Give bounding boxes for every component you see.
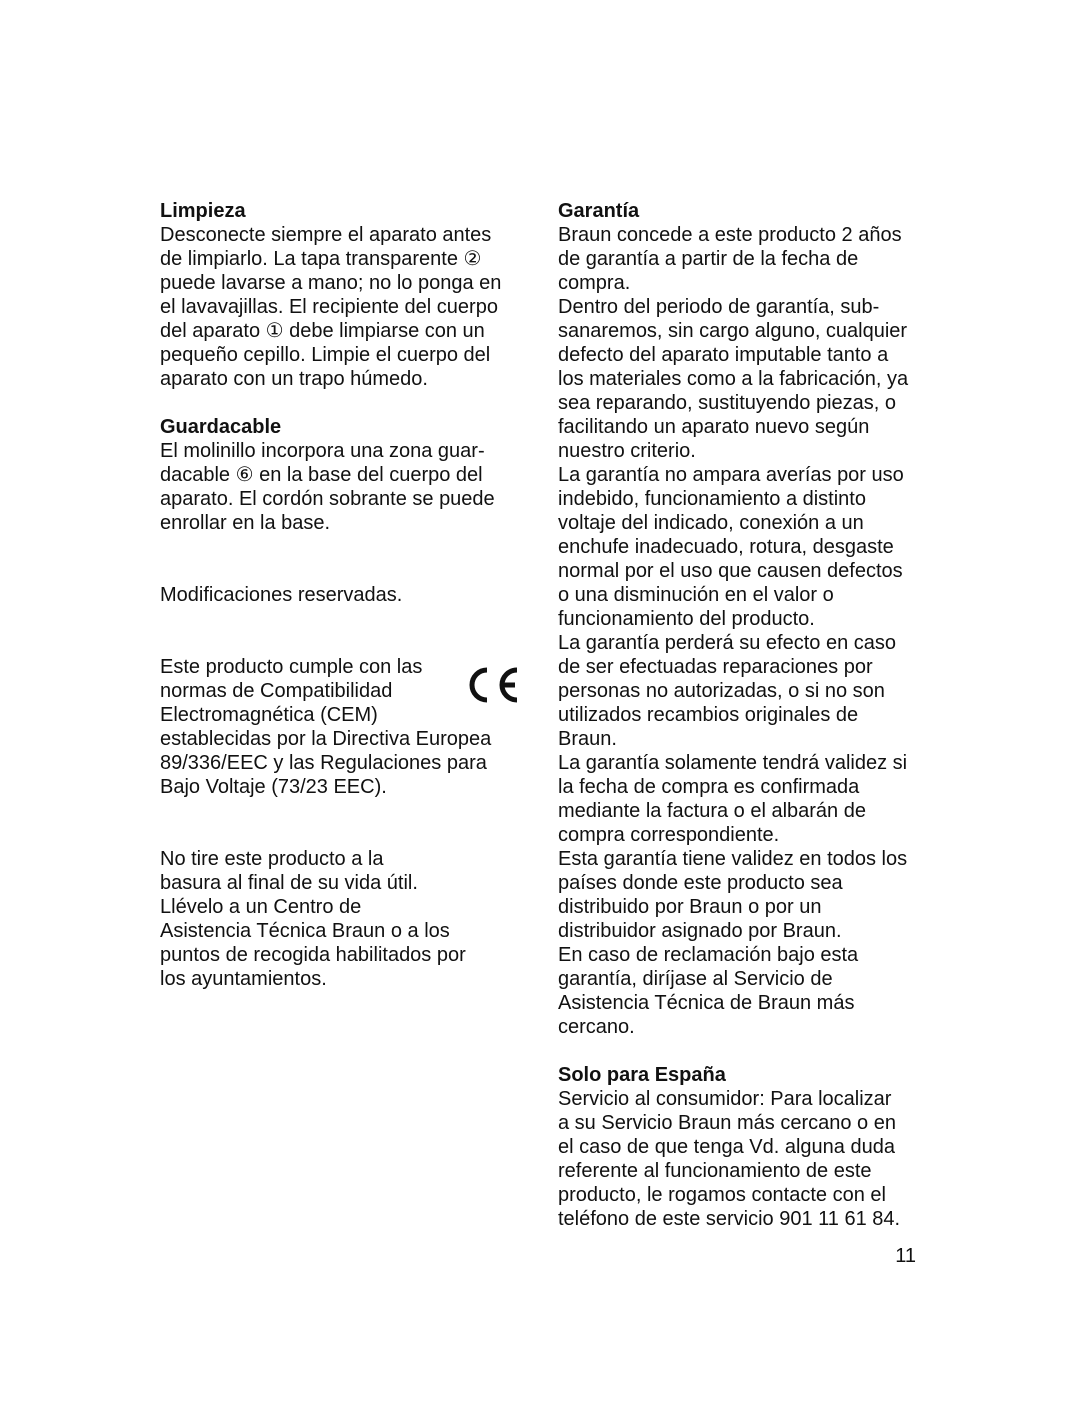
garantia-line: distribuido por Braun o por un <box>558 896 822 918</box>
garantia-line: de ser efectuadas reparaciones por <box>558 656 873 678</box>
garantia-line: Esta garantía tiene validez en todos los <box>558 848 908 870</box>
page-number: 11 <box>895 1245 916 1267</box>
garantia-line: defecto del aparato imputable tanto a <box>558 344 889 366</box>
residuos-line: los ayuntamientos. <box>160 968 327 990</box>
garantia-line: garantía, diríjase al Servicio de <box>558 968 833 990</box>
garantia-line: La garantía solamente tendrá validez si <box>558 752 908 774</box>
right-column <box>558 199 928 1231</box>
garantia-line: sea reparando, sustituyendo piezas, o <box>558 392 896 414</box>
garantia-line: de garantía a partir de la fecha de <box>558 248 859 270</box>
garantia-line: los materiales como a la fabricación, ya <box>558 368 909 390</box>
residuos-line: basura al final de su vida útil. <box>160 872 418 894</box>
guardacable-line: enrollar en la base. <box>160 512 331 534</box>
garantia-line: La garantía no ampara averías por uso <box>558 464 904 486</box>
spacer <box>160 535 530 583</box>
espana-line: a su Servicio Braun más cercano o en <box>558 1112 896 1134</box>
garantia-heading: Garantía <box>558 200 640 222</box>
garantia-line: Braun concede a este producto 2 años <box>558 224 902 246</box>
cem-line: establecidas por la Directiva Europea <box>160 728 492 750</box>
residuos-line: Llévelo a un Centro de <box>160 896 362 918</box>
spacer <box>558 1039 928 1063</box>
garantia-line: facilitando un aparato nuevo según <box>558 416 870 438</box>
limpieza-heading: Limpieza <box>160 200 246 222</box>
guardacable-heading: Guardacable <box>160 416 282 438</box>
garantia-line: Asistencia Técnica de Braun más <box>558 992 855 1014</box>
garantia-line: la fecha de compra es confirmada <box>558 776 860 798</box>
garantia-line: nuestro criterio. <box>558 440 696 462</box>
cem-line: 89/336/EEC y las Regulaciones para <box>160 752 487 774</box>
residuos-line: Asistencia Técnica Braun o a los <box>160 920 450 942</box>
garantia-line: La garantía perderá su efecto en caso <box>558 632 897 654</box>
garantia-line: sanaremos, sin cargo alguno, cualquier <box>558 320 908 342</box>
cem-notice <box>160 655 530 799</box>
garantia-line: En caso de reclamación bajo esta <box>558 944 859 966</box>
garantia-line: Dentro del periodo de garantía, sub- <box>558 296 880 318</box>
espana-line: el caso de que tenga Vd. alguna duda <box>558 1136 895 1158</box>
garantia-line: distribuidor asignado por Braun. <box>558 920 842 942</box>
limpieza-line: del aparato ① debe limpiarse con un <box>160 320 485 342</box>
garantia-line: enchufe inadecuado, rotura, desgaste <box>558 536 894 558</box>
limpieza-line: puede lavarse a mano; no lo ponga en <box>160 272 502 294</box>
limpieza-line: de limpiarlo. La tapa transparente ② <box>160 248 482 270</box>
limpieza-line: aparato con un trapo húmedo. <box>160 368 428 390</box>
cem-line: Bajo Voltaje (73/23 EEC). <box>160 776 387 798</box>
garantia-line: mediante la factura o el albarán de <box>558 800 866 822</box>
cem-line: Este producto cumple con las <box>160 656 423 678</box>
garantia-line: normal por el uso que causen defectos <box>558 560 903 582</box>
guardacable-line: aparato. El cordón sobrante se puede <box>160 488 495 510</box>
garantia-line: compra. <box>558 272 631 294</box>
garantia-line: cercano. <box>558 1016 635 1038</box>
espana-line: referente al funcionamiento de este <box>558 1160 872 1182</box>
espana-body <box>558 1087 928 1231</box>
garantia-line: o una disminución en el valor o <box>558 584 834 606</box>
limpieza-line: el lavavajillas. El recipiente del cuerpo <box>160 296 498 318</box>
ce-mark-icon <box>462 661 522 709</box>
espana-line: Servicio al consumidor: Para localizar <box>558 1088 892 1110</box>
garantia-line: utilizados recambios originales de <box>558 704 859 726</box>
left-column <box>160 199 530 991</box>
guardacable-line: dacable ⑥ en la base del cuerpo del <box>160 464 483 486</box>
residuos-line: puntos de recogida habilitados por <box>160 944 466 966</box>
garantia-line: voltaje del indicado, conexión a un <box>558 512 864 534</box>
modificaciones-text: Modificaciones reservadas. <box>160 584 403 606</box>
residuos-line: No tire este producto a la <box>160 848 384 870</box>
limpieza-line: Desconecte siempre el aparato antes <box>160 224 492 246</box>
spacer <box>160 391 530 415</box>
garantia-line: indebido, funcionamiento a distinto <box>558 488 866 510</box>
garantia-line: funcionamiento del producto. <box>558 608 815 630</box>
garantia-body <box>558 223 928 1039</box>
espana-line: producto, le rogamos contacte con el <box>558 1184 886 1206</box>
espana-line: teléfono de este servicio 901 11 61 84. <box>558 1208 901 1230</box>
limpieza-line: pequeño cepillo. Limpie el cuerpo del <box>160 344 491 366</box>
spacer <box>160 607 530 655</box>
garantia-line: países donde este producto sea <box>558 872 843 894</box>
espana-heading: Solo para España <box>558 1064 726 1086</box>
guardacable-line: El molinillo incorpora una zona guar- <box>160 440 485 462</box>
cem-line: normas de Compatibilidad <box>160 680 393 702</box>
spacer <box>160 799 530 847</box>
garantia-line: compra correspondiente. <box>558 824 780 846</box>
cem-line: Electromagnética (CEM) <box>160 704 378 726</box>
garantia-line: personas no autorizadas, o si no son <box>558 680 885 702</box>
garantia-line: Braun. <box>558 728 617 750</box>
